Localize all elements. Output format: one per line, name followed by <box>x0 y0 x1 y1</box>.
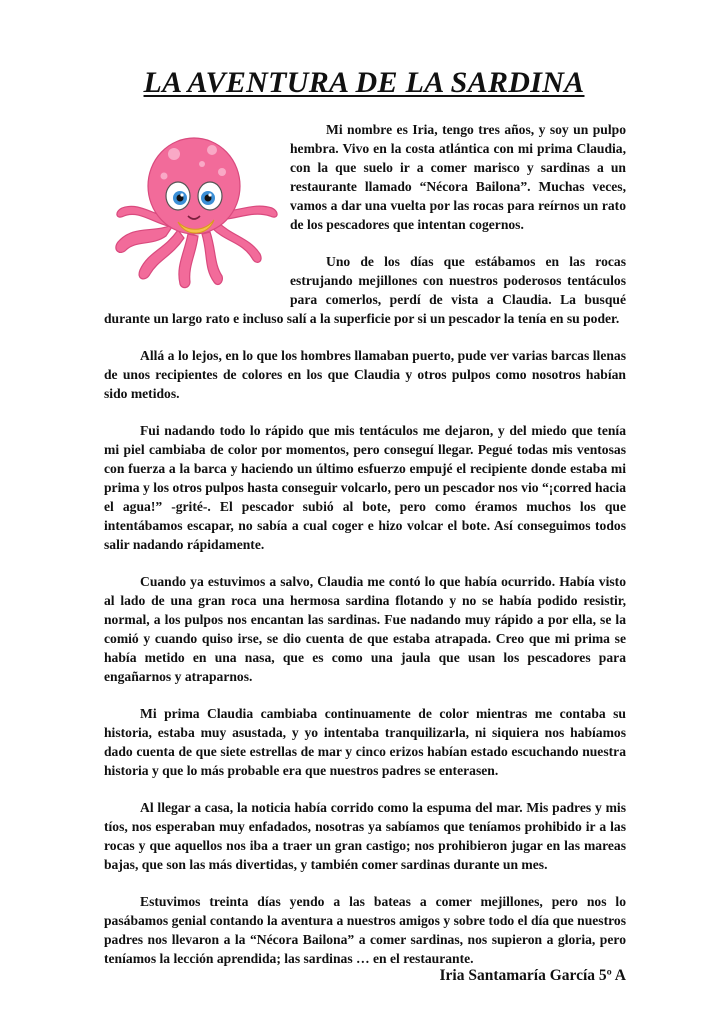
story-paragraph: Estuvimos treinta días yendo a las bateas a comer mejillones, pero nos lo pasábamos genial contando la aventura a nuestros amigos y sobre todo el día que nuestros padres nos llevaron a la “Nécora Bailona” a comer sardinas, nos supieron a gloria, pero teníamos la lección aprendida; las sardinas … en el restaurante. <box>104 894 626 966</box>
octopus-illustration <box>104 124 284 292</box>
author-signature: Iria Santamaría García 5º A <box>439 967 626 984</box>
story-paragraph: Uno de los días que estábamos en las rocas estrujando mejillones con nuestros poderosos tentáculos para comerlos, perdí de vista a Claudia. La busqué durante un largo rato e incluso salí a la superficie por si un pescador la tenía en su poder. <box>104 254 626 326</box>
story-paragraph: Mi prima Claudia cambiaba continuamente de color mientras me contaba su historia, estaba muy asustada, y yo intentaba tranquilizarla, ni siquiera nos habíamos dado cuenta de que siete estrellas de mar y cinco erizos habían estado escuchando nuestra historia y que lo más probable era que nuestros padres se enterasen. <box>104 706 626 778</box>
story-paragraph: Fui nadando todo lo rápido que mis tentáculos me dejaron, y del miedo que tenía mi piel cambiaba de color por momentos, pero conseguí llegar. Pegué todas mis ventosas con fuerza a la barca y haciendo un último esfuerzo empujé el recipiente donde estaba mi prima y los otros pulpos hasta conseguir volcarlo, pero un pescador nos vio “¡corred hacia el agua!” -grité-. El pescador subió al bote, pero como éramos muchos los que intentábamos escapar, no sabía a cual coger e hizo volcar el bote. Así conseguimos todos salir nadando rápidamente. <box>104 423 626 552</box>
story-paragraph: Allá a lo lejos, en lo que los hombres llamaban puerto, pude ver varias barcas llenas de unos recipientes de colores en los que Claudia y otros pulpos como nosotros habían sido metidos. <box>104 348 626 401</box>
story-body <box>104 120 626 986</box>
story-paragraph: Al llegar a casa, la noticia había corrido como la espuma del mar. Mis padres y mis tíos, nos esperaban muy enfadados, nosotras ya sabíamos que teníamos prohibido ir a las rocas y que aquellos nos iba a traer un gran castigo; nos prohibieron jugar en las mareas bajas, que son las más divertidas, y también comer sardinas durante un mes. <box>104 800 626 872</box>
octopus-icon <box>104 124 284 292</box>
document-title: LA AVENTURA DE LA SARDINA <box>143 66 585 99</box>
story-paragraph: Mi nombre es Iria, tengo tres años, y soy un pulpo hembra. Vivo en la costa atlántica con mi prima Claudia, con la que suelo ir a comer marisco y sardinas a un restaurante llamado “Nécora Bailona”. Muchas veces, vamos a dar una vuelta por las rocas para reírnos un rato de los pescadores que intentan cogernos. <box>290 122 626 232</box>
story-paragraph: Cuando ya estuvimos a salvo, Claudia me contó lo que había ocurrido. Había visto al lado de una gran roca una hermosa sardina flotando y no se había podido resistir, normal, a los pulpos nos encantan las sardinas. Fue nadando muy rápido a por ella, se la comió y cuando quiso irse, se dio cuenta de que estaba atrapada. Creo que mi prima se había metido en una nasa, que es como una jaula que usan los pescadores para engañarnos y atraparnos. <box>104 574 626 684</box>
